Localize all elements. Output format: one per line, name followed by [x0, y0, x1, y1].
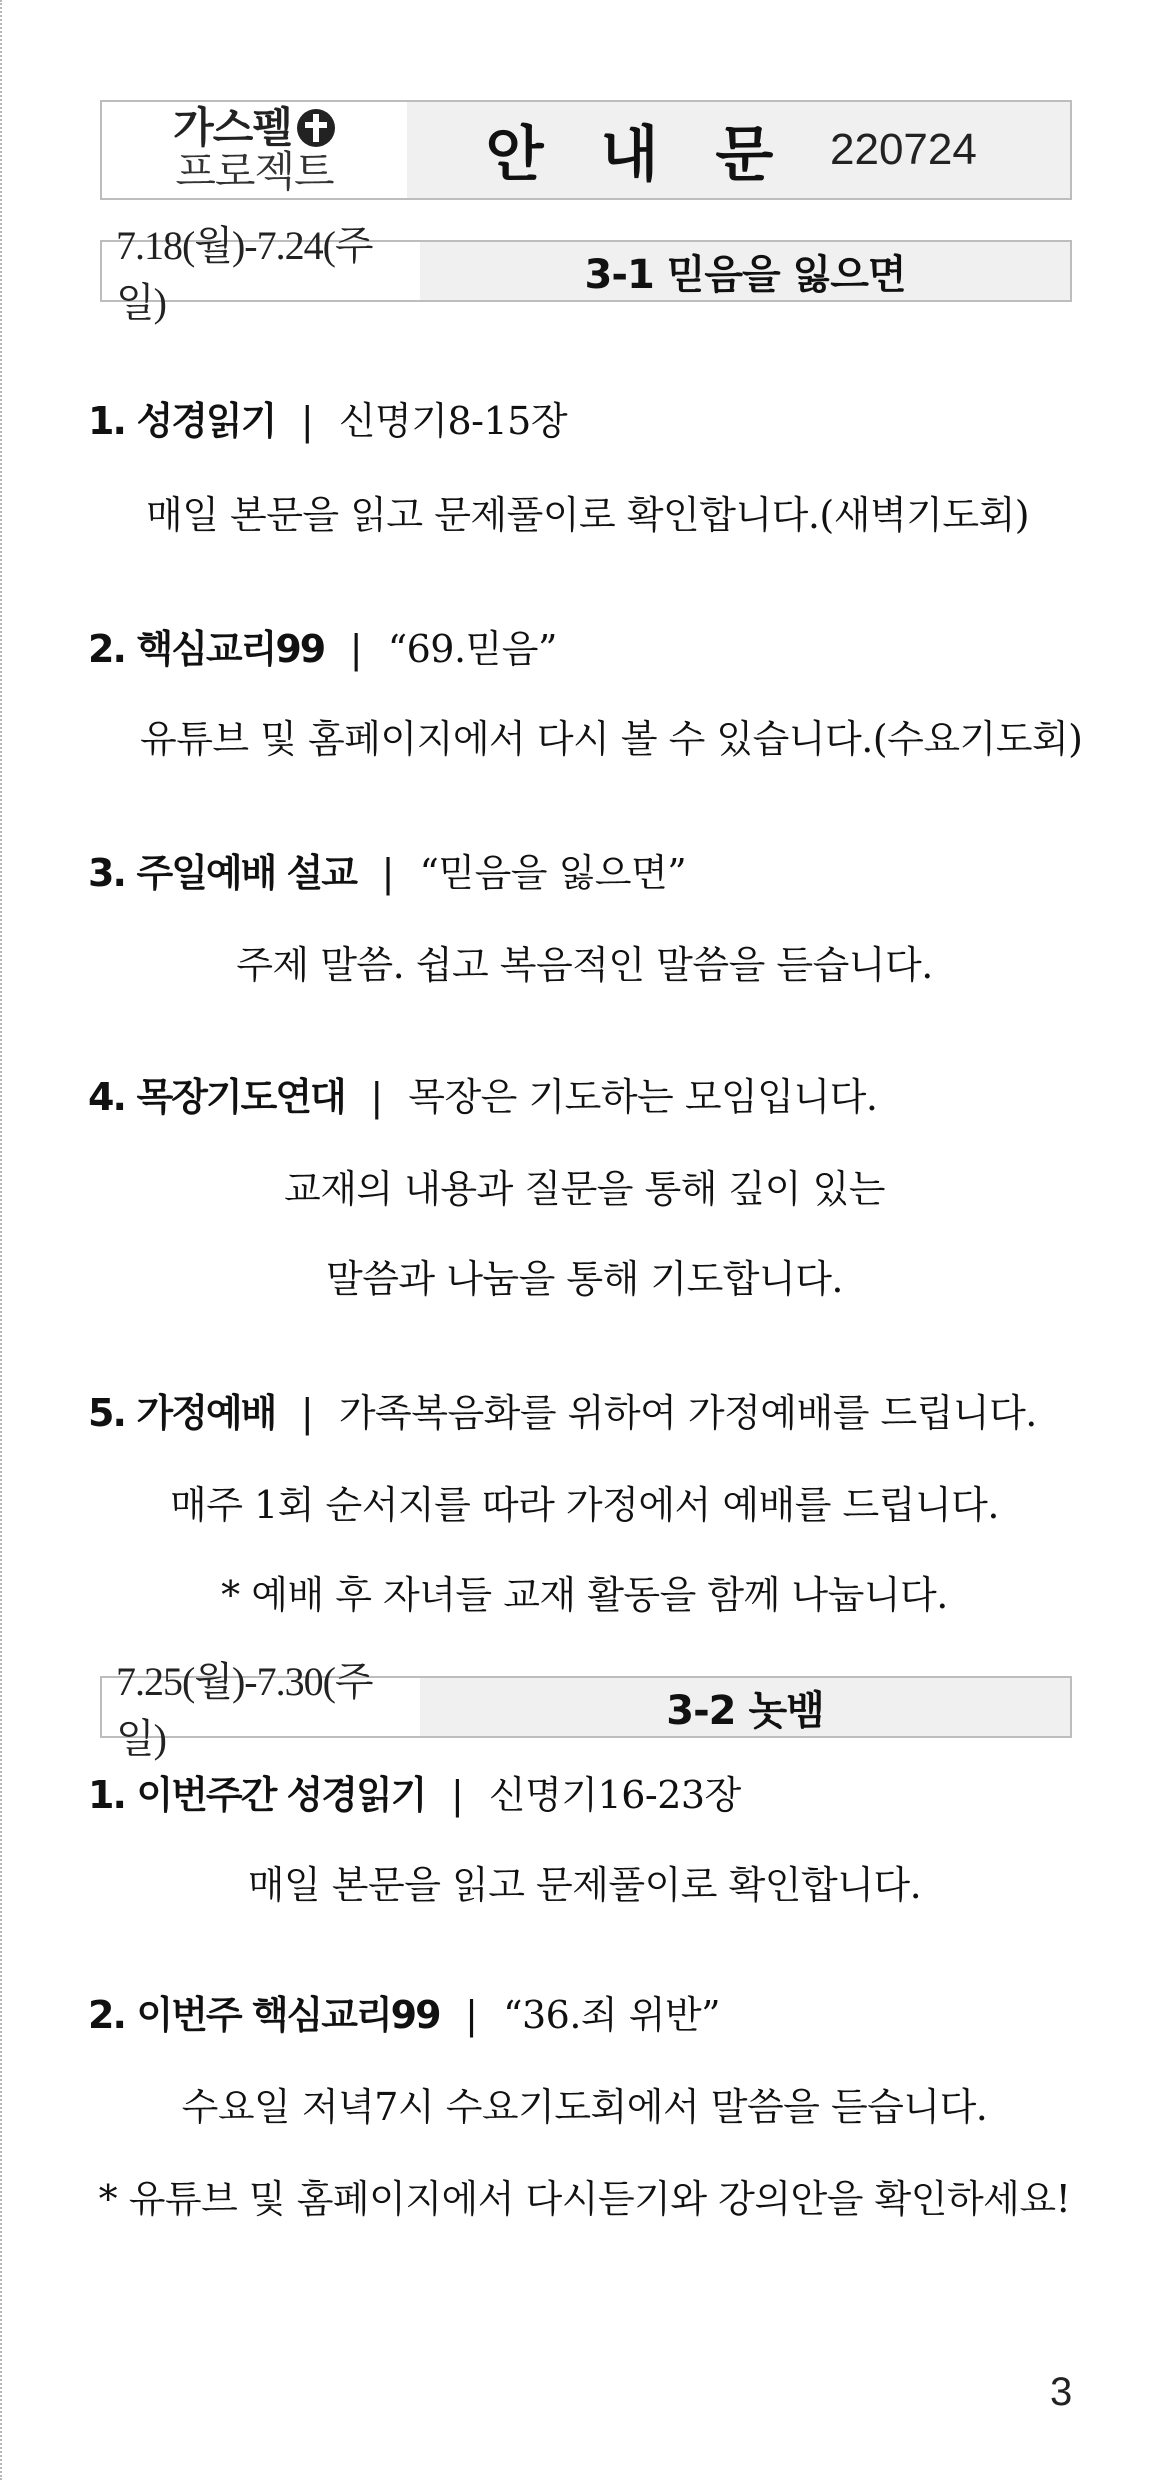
- week1-item-5-detail-1: 매주 1회 순서지를 따라 가정에서 예배를 드립니다.: [170, 1483, 999, 1527]
- item-desc: 가족복음화를 위하여 가정예배를 드립니다.: [338, 1391, 1037, 1435]
- item-number: 2.: [88, 627, 125, 671]
- header-banner: [100, 100, 1072, 200]
- item-desc: “69.믿음”: [387, 627, 557, 671]
- item-title: 성경읽기: [136, 399, 276, 443]
- week2-dates: 7.25(월)-7.30(주일): [102, 1678, 420, 1736]
- separator: |: [370, 1075, 383, 1119]
- item-title: 주일예배 설교: [136, 851, 356, 895]
- logo-top-text: 가스펠: [173, 103, 292, 152]
- week1-item-4-heading: [88, 1072, 877, 1122]
- gospel-project-logo: [102, 102, 407, 198]
- logo-bottom-text: 프로젝트: [175, 147, 334, 196]
- separator: |: [450, 1773, 464, 1817]
- item-desc: 신명기16-23장: [488, 1773, 741, 1817]
- item-number: 2.: [88, 1993, 125, 2037]
- week1-item-3-detail-1: 주제 말씀. 쉽고 복음적인 말씀을 듣습니다.: [236, 943, 933, 987]
- week1-item-2-heading: [88, 624, 557, 674]
- item-title: 이번주 핵심교리99: [136, 1993, 440, 2037]
- cross-icon: [296, 108, 336, 148]
- item-desc: “36.죄 위반”: [503, 1993, 721, 2037]
- week2-title: 3-2 놋뱀: [666, 1687, 824, 1734]
- separator: |: [300, 399, 314, 443]
- page-title: 안 내 문: [485, 120, 792, 190]
- week1-bar: [100, 223, 1072, 325]
- week2-item-1-detail-1: 매일 본문을 읽고 문제풀이로 확인합니다.: [247, 1863, 922, 1907]
- week1-item-1-heading: [88, 396, 567, 446]
- week1-item-5-detail-2: * 예배 후 자녀들 교재 활동을 함께 나눕니다.: [221, 1573, 948, 1617]
- item-number: 4.: [88, 1075, 125, 1119]
- page-number: 3: [1050, 2370, 1073, 2414]
- item-title: 목장기도연대: [136, 1075, 345, 1119]
- separator: |: [349, 627, 363, 671]
- item-desc: 신명기8-15장: [338, 399, 568, 443]
- week1-item-2-detail-1: 유튜브 및 홈페이지에서 다시 볼 수 있습니다.(수요기도회): [140, 717, 1083, 761]
- week1-dates: 7.18(월)-7.24(주일): [102, 242, 420, 300]
- separator: |: [465, 1993, 478, 2037]
- week1-item-4-detail-2: 말씀과 나눔을 통해 기도합니다.: [325, 1257, 844, 1301]
- week1-item-1-detail-1: 매일 본문을 읽고 문제풀이로 확인합니다.(새벽기도회): [146, 493, 1030, 537]
- week2-note: * 유튜브 및 홈페이지에서 다시듣기와 강의안을 확인하세요!: [98, 2177, 1071, 2221]
- item-desc: 목장은 기도하는 모임입니다.: [408, 1075, 878, 1119]
- week2-item-2-detail-1: 수요일 저녁7시 수요기도회에서 말씀을 듣습니다.: [181, 2085, 988, 2129]
- item-number: 3.: [88, 851, 125, 895]
- item-title: 가정예배: [136, 1391, 276, 1435]
- separator: |: [381, 851, 394, 895]
- issue-date: 220724: [830, 125, 977, 174]
- item-title: 이번주간 성경읽기: [136, 1773, 426, 1817]
- week2-item-1-heading: [88, 1770, 741, 1820]
- item-number: 1.: [88, 1773, 125, 1817]
- logo-top-row: [173, 103, 336, 152]
- item-number: 5.: [88, 1391, 125, 1435]
- item-desc: “믿음을 잃으면”: [419, 851, 687, 895]
- separator: |: [300, 1391, 314, 1435]
- week2-bar: [100, 1659, 1072, 1761]
- week1-title: 3-1 믿음을 잃으면: [584, 251, 906, 298]
- week1-item-5-heading: [88, 1388, 1037, 1438]
- item-title: 핵심교리99: [136, 627, 325, 671]
- week1-item-3-heading: [88, 848, 686, 898]
- week1-item-4-detail-1: 교재의 내용과 질문을 통해 깊이 있는: [283, 1167, 886, 1211]
- item-number: 1.: [88, 399, 125, 443]
- week2-item-2-heading: [88, 1990, 720, 2040]
